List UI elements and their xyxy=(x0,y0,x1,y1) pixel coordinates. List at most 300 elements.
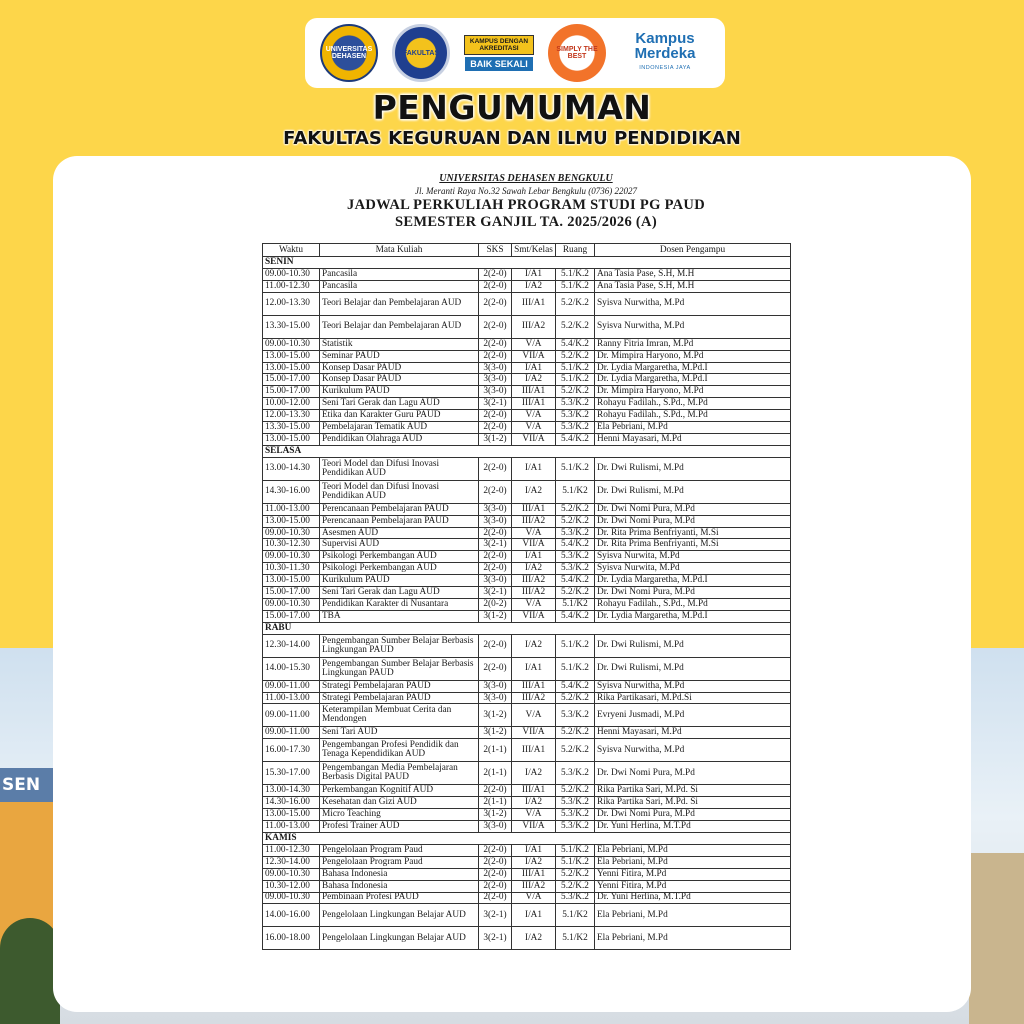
cell-class: VII/A xyxy=(512,727,556,739)
table-row xyxy=(263,657,791,680)
cell-course: Perencanaan Pembelajaran PAUD xyxy=(320,515,479,527)
cell-time: 14.00-16.00 xyxy=(263,904,320,927)
cell-course: Pancasila xyxy=(320,280,479,292)
cell-class: III/A2 xyxy=(512,880,556,892)
cell-class: VII/A xyxy=(512,821,556,833)
cell-time: 10.30-11.30 xyxy=(263,563,320,575)
cell-class: I/A2 xyxy=(512,280,556,292)
cell-course: Perkembangan Kognitif AUD xyxy=(320,785,479,797)
cell-course: Pengembangan Profesi Pendidik dan Tenaga Kependidikan AUD xyxy=(320,739,479,762)
cell-sks: 3(1-2) xyxy=(479,433,512,445)
cell-class: I/A1 xyxy=(512,269,556,281)
cell-sks: 3(3-0) xyxy=(479,386,512,398)
cell-room: 5.1/K.2 xyxy=(556,844,595,856)
cell-room: 5.3/K.2 xyxy=(556,527,595,539)
cell-lecturer: Henni Mayasari, M.Pd xyxy=(595,433,791,445)
cell-room: 5.2/K.2 xyxy=(556,350,595,362)
cell-sks: 2(2-0) xyxy=(479,551,512,563)
cell-sks: 2(1-1) xyxy=(479,739,512,762)
cell-course: Konsep Dasar PAUD xyxy=(320,362,479,374)
cell-sks: 3(3-0) xyxy=(479,680,512,692)
cell-lecturer: Dr. Dwi Nomi Pura, M.Pd xyxy=(595,515,791,527)
cell-time: 11.00-12.30 xyxy=(263,844,320,856)
cell-room: 5.2/K.2 xyxy=(556,503,595,515)
cell-course: Asesmen AUD xyxy=(320,527,479,539)
cell-class: I/A1 xyxy=(512,457,556,480)
table-row xyxy=(263,927,791,950)
cell-room: 5.3/K.2 xyxy=(556,563,595,575)
cell-room: 5.2/K.2 xyxy=(556,785,595,797)
kampus-merdeka-logo: Kampus Merdeka INDONESIA JAYA xyxy=(634,29,696,71)
cell-room: 5.3/K.2 xyxy=(556,809,595,821)
cell-lecturer: Rika Partika Sari, M.Pd. Si xyxy=(595,797,791,809)
cell-course: Perencanaan Pembelajaran PAUD xyxy=(320,503,479,515)
cell-course: Pengembangan Sumber Belajar Berbasis Lingkungan PAUD xyxy=(320,634,479,657)
cell-room: 5.3/K.2 xyxy=(556,892,595,904)
table-row xyxy=(263,844,791,856)
cell-class: V/A xyxy=(512,527,556,539)
cell-lecturer: Ela Pebriani, M.Pd xyxy=(595,844,791,856)
cell-lecturer: Ela Pebriani, M.Pd xyxy=(595,856,791,868)
cell-sks: 2(2-0) xyxy=(479,657,512,680)
cell-course: Pengembangan Media Pembelajaran Berbasis Digital PAUD xyxy=(320,762,479,785)
table-row xyxy=(263,539,791,551)
semester-title: SEMESTER GANJIL TA. 2025/2026 (A) xyxy=(395,214,657,230)
cell-course: Strategi Pembelajaran PAUD xyxy=(320,680,479,692)
cell-class: I/A1 xyxy=(512,844,556,856)
cell-time: 13.00-15.00 xyxy=(263,433,320,445)
table-row xyxy=(263,880,791,892)
cell-lecturer: Ela Pebriani, M.Pd xyxy=(595,904,791,927)
cell-course: Seminar PAUD xyxy=(320,350,479,362)
cell-time: 13.00-15.00 xyxy=(263,809,320,821)
cell-sks: 3(2-1) xyxy=(479,539,512,551)
table-row xyxy=(263,727,791,739)
table-row xyxy=(263,457,791,480)
cell-class: I/A2 xyxy=(512,856,556,868)
cell-course: Pancasila xyxy=(320,269,479,281)
cell-time: 10.30-12.30 xyxy=(263,539,320,551)
table-row xyxy=(263,433,791,445)
cell-class: I/A1 xyxy=(512,551,556,563)
cell-class: V/A xyxy=(512,338,556,350)
faculty-subtitle: FAKULTAS KEGURUAN DAN ILMU PENDIDIKAN xyxy=(283,128,741,149)
cell-room: 5.1/K2 xyxy=(556,598,595,610)
cell-lecturer: Syisva Nurwitha, M.Pd xyxy=(595,315,791,338)
cell-lecturer: Dr. Mimpira Haryono, M.Pd xyxy=(595,386,791,398)
cell-class: III/A1 xyxy=(512,785,556,797)
cell-class: III/A1 xyxy=(512,398,556,410)
cell-time: 09.00-10.30 xyxy=(263,598,320,610)
cell-course: Pengembangan Sumber Belajar Berbasis Lingkungan PAUD xyxy=(320,657,479,680)
cell-time: 11.00-13.00 xyxy=(263,692,320,704)
cell-course: Micro Teaching xyxy=(320,809,479,821)
cell-room: 5.1/K.2 xyxy=(556,657,595,680)
cell-time: 15.30-17.00 xyxy=(263,762,320,785)
cell-time: 13.00-14.30 xyxy=(263,457,320,480)
cell-sks: 2(2-0) xyxy=(479,634,512,657)
cell-time: 13.00-14.30 xyxy=(263,785,320,797)
cell-sks: 2(2-0) xyxy=(479,422,512,434)
cell-lecturer: Dr. Dwi Rulismi, M.Pd xyxy=(595,657,791,680)
day-label: SENIN xyxy=(263,257,791,269)
cell-room: 5.4/K.2 xyxy=(556,433,595,445)
cell-sks: 3(2-1) xyxy=(479,927,512,950)
cell-time: 16.00-17.30 xyxy=(263,739,320,762)
university-logo: UNIVERSITAS DEHASEN xyxy=(320,24,378,82)
cell-lecturer: Syisva Nurwitha, M.Pd xyxy=(595,680,791,692)
cell-room: 5.1/K2 xyxy=(556,927,595,950)
cell-room: 5.3/K.2 xyxy=(556,821,595,833)
cell-class: I/A2 xyxy=(512,480,556,503)
table-row xyxy=(263,904,791,927)
cell-sks: 3(3-0) xyxy=(479,575,512,587)
table-row xyxy=(263,868,791,880)
cell-lecturer: Rika Partika Sari, M.Pd. Si xyxy=(595,785,791,797)
cell-sks: 2(2-0) xyxy=(479,785,512,797)
announcement-title: PENGUMUMAN xyxy=(372,88,652,127)
cell-room: 5.2/K.2 xyxy=(556,315,595,338)
cell-lecturer: Yenni Fitira, M.Pd xyxy=(595,880,791,892)
cell-course: Pengelolaan Program Paud xyxy=(320,856,479,868)
cell-room: 5.4/K.2 xyxy=(556,610,595,622)
cell-class: III/A2 xyxy=(512,515,556,527)
cell-course: Kurikulum PAUD xyxy=(320,386,479,398)
cell-room: 5.3/K.2 xyxy=(556,398,595,410)
cell-room: 5.1/K.2 xyxy=(556,374,595,386)
col-header: Mata Kuliah xyxy=(320,244,479,257)
cell-course: Kesehatan dan Gizi AUD xyxy=(320,797,479,809)
cell-room: 5.3/K.2 xyxy=(556,422,595,434)
cell-lecturer: Ana Tasia Pase, S.H, M.H xyxy=(595,269,791,281)
cell-course: Teori Model dan Difusi Inovasi Pendidikan AUD xyxy=(320,457,479,480)
cell-time: 12.30-14.00 xyxy=(263,634,320,657)
table-row xyxy=(263,704,791,727)
cell-sks: 2(2-0) xyxy=(479,880,512,892)
table-row xyxy=(263,386,791,398)
cell-course: Etika dan Karakter Guru PAUD xyxy=(320,410,479,422)
cell-course: Pengelolaan Program Paud xyxy=(320,844,479,856)
table-row xyxy=(263,362,791,374)
cell-room: 5.4/K.2 xyxy=(556,338,595,350)
cell-sks: 2(2-0) xyxy=(479,269,512,281)
table-row xyxy=(263,292,791,315)
cell-lecturer: Dr. Mimpira Haryono, M.Pd xyxy=(595,350,791,362)
cell-sks: 2(2-0) xyxy=(479,844,512,856)
cell-lecturer: Syisva Nurwita, M.Pd xyxy=(595,551,791,563)
cell-time: 10.00-12.00 xyxy=(263,398,320,410)
table-row xyxy=(263,587,791,599)
table-row xyxy=(263,680,791,692)
cell-sks: 3(3-0) xyxy=(479,362,512,374)
table-row xyxy=(263,739,791,762)
table-row xyxy=(263,551,791,563)
day-label: RABU xyxy=(263,622,791,634)
cell-room: 5.1/K.2 xyxy=(556,269,595,281)
cell-course: Konsep Dasar PAUD xyxy=(320,374,479,386)
cell-sks: 3(1-2) xyxy=(479,809,512,821)
cell-class: III/A1 xyxy=(512,868,556,880)
cell-class: III/A1 xyxy=(512,292,556,315)
cell-time: 12.30-14.00 xyxy=(263,856,320,868)
day-header-row xyxy=(263,832,791,844)
cell-lecturer: Dr. Rita Prima Benfriyanti, M.Si xyxy=(595,527,791,539)
cell-room: 5.3/K.2 xyxy=(556,762,595,785)
table-row xyxy=(263,892,791,904)
cell-class: V/A xyxy=(512,809,556,821)
cell-sks: 3(2-1) xyxy=(479,587,512,599)
col-header: SKS xyxy=(479,244,512,257)
cell-lecturer: Ela Pebriani, M.Pd xyxy=(595,927,791,950)
cell-class: I/A1 xyxy=(512,362,556,374)
cell-course: Strategi Pembelajaran PAUD xyxy=(320,692,479,704)
cell-sks: 2(2-0) xyxy=(479,480,512,503)
cell-class: I/A2 xyxy=(512,797,556,809)
cell-class: III/A1 xyxy=(512,386,556,398)
cell-lecturer: Dr. Lydia Margaretha, M.Pd.I xyxy=(595,575,791,587)
cell-class: V/A xyxy=(512,410,556,422)
cell-course: Pengelolaan Lingkungan Belajar AUD xyxy=(320,927,479,950)
cell-lecturer: Ana Tasia Pase, S.H, M.H xyxy=(595,280,791,292)
cell-lecturer: Evryeni Jusmadi, M.Pd xyxy=(595,704,791,727)
day-label: KAMIS xyxy=(263,832,791,844)
cell-lecturer: Dr. Lydia Margaretha, M.Pd.I xyxy=(595,374,791,386)
schedule-table xyxy=(262,243,791,950)
cell-room: 5.3/K.2 xyxy=(556,704,595,727)
cell-room: 5.2/K.2 xyxy=(556,727,595,739)
cell-time: 14.30-16.00 xyxy=(263,797,320,809)
cell-time: 15.00-17.00 xyxy=(263,374,320,386)
col-header: Smt/Kelas xyxy=(512,244,556,257)
cell-sks: 2(2-0) xyxy=(479,350,512,362)
cell-sks: 3(3-0) xyxy=(479,692,512,704)
cell-time: 09.00-10.30 xyxy=(263,527,320,539)
cell-time: 09.00-10.30 xyxy=(263,269,320,281)
cell-class: III/A1 xyxy=(512,739,556,762)
cell-class: V/A xyxy=(512,704,556,727)
cell-room: 5.2/K.2 xyxy=(556,739,595,762)
cell-course: Kurikulum PAUD xyxy=(320,575,479,587)
cell-sks: 2(0-2) xyxy=(479,598,512,610)
cell-time: 15.00-17.00 xyxy=(263,386,320,398)
tree xyxy=(0,918,60,1024)
table-header-row xyxy=(263,244,791,257)
cell-class: V/A xyxy=(512,422,556,434)
table-row xyxy=(263,527,791,539)
ranking-logo: SIMPLY THE BEST xyxy=(548,24,606,82)
cell-class: III/A2 xyxy=(512,575,556,587)
cell-time: 11.00-13.00 xyxy=(263,821,320,833)
table-row xyxy=(263,374,791,386)
cell-course: Pengelolaan Lingkungan Belajar AUD xyxy=(320,904,479,927)
cell-course: Pendidikan Olahraga AUD xyxy=(320,433,479,445)
cell-room: 5.3/K.2 xyxy=(556,797,595,809)
cell-class: I/A1 xyxy=(512,657,556,680)
cell-room: 5.2/K.2 xyxy=(556,386,595,398)
cell-class: VII/A xyxy=(512,350,556,362)
cell-sks: 3(3-0) xyxy=(479,374,512,386)
cell-course: Bahasa Indonesia xyxy=(320,880,479,892)
cell-lecturer: Dr. Dwi Rulismi, M.Pd xyxy=(595,457,791,480)
cell-lecturer: Syisva Nurwita, M.Pd xyxy=(595,563,791,575)
cell-lecturer: Dr. Dwi Nomi Pura, M.Pd xyxy=(595,762,791,785)
table-row xyxy=(263,410,791,422)
cell-lecturer: Henni Mayasari, M.Pd xyxy=(595,727,791,739)
cell-room: 5.4/K.2 xyxy=(556,539,595,551)
cell-sks: 2(2-0) xyxy=(479,457,512,480)
cell-course: Seni Tari AUD xyxy=(320,727,479,739)
table-row xyxy=(263,269,791,281)
cell-sks: 2(2-0) xyxy=(479,892,512,904)
cell-course: Seni Tari Gerak dan Lagu AUD xyxy=(320,587,479,599)
cell-sks: 2(2-0) xyxy=(479,868,512,880)
cell-room: 5.4/K.2 xyxy=(556,575,595,587)
table-row xyxy=(263,563,791,575)
cell-lecturer: Dr. Yuni Herlina, M.T.Pd xyxy=(595,821,791,833)
university-name: UNIVERSITAS DEHASEN BENGKULU xyxy=(439,173,613,184)
table-row xyxy=(263,634,791,657)
cell-class: VII/A xyxy=(512,610,556,622)
cell-sks: 2(2-0) xyxy=(479,410,512,422)
table-row xyxy=(263,280,791,292)
cell-course: Profesi Trainer AUD xyxy=(320,821,479,833)
cell-time: 13.00-15.00 xyxy=(263,575,320,587)
cell-room: 5.1/K.2 xyxy=(556,280,595,292)
cell-room: 5.2/K.2 xyxy=(556,515,595,527)
table-row xyxy=(263,821,791,833)
schedule-document xyxy=(262,172,790,950)
table-row xyxy=(263,515,791,527)
cell-lecturer: Rohayu Fadilah., S.Pd., M.Pd xyxy=(595,598,791,610)
day-header-row xyxy=(263,445,791,457)
table-row xyxy=(263,422,791,434)
cell-lecturer: Syisva Nurwitha, M.Pd xyxy=(595,292,791,315)
cell-sks: 3(2-1) xyxy=(479,904,512,927)
cell-sks: 2(2-0) xyxy=(479,280,512,292)
cell-lecturer: Rohayu Fadilah., S.Pd., M.Pd xyxy=(595,398,791,410)
cell-lecturer: Dr. Dwi Rulismi, M.Pd xyxy=(595,634,791,657)
cell-time: 15.00-17.00 xyxy=(263,610,320,622)
accreditation-badge: KAMPUS DENGAN AKREDITASI BAIK SEKALI xyxy=(464,25,534,81)
cell-time: 13.00-15.00 xyxy=(263,362,320,374)
cell-sks: 2(2-0) xyxy=(479,856,512,868)
cell-lecturer: Ela Pebriani, M.Pd xyxy=(595,422,791,434)
day-header-row xyxy=(263,622,791,634)
schedule-title: JADWAL PERKULIAH PROGRAM STUDI PG PAUD xyxy=(347,197,705,213)
logo-bar xyxy=(305,18,725,88)
cell-class: III/A2 xyxy=(512,315,556,338)
cell-sks: 3(2-1) xyxy=(479,398,512,410)
cell-time: 13.30-15.00 xyxy=(263,315,320,338)
cell-time: 12.00-13.30 xyxy=(263,292,320,315)
cell-course: Supervisi AUD xyxy=(320,539,479,551)
table-row xyxy=(263,610,791,622)
cell-lecturer: Rika Partikasari, M.Pd.Si xyxy=(595,692,791,704)
cell-time: 11.00-12.30 xyxy=(263,280,320,292)
cell-time: 13.00-15.00 xyxy=(263,350,320,362)
cell-sks: 3(3-0) xyxy=(479,515,512,527)
building-sign: SEN xyxy=(2,775,41,795)
cell-time: 09.00-10.30 xyxy=(263,868,320,880)
cell-lecturer: Dr. Dwi Nomi Pura, M.Pd xyxy=(595,503,791,515)
cell-class: I/A2 xyxy=(512,634,556,657)
cell-lecturer: Yenni Fitira, M.Pd xyxy=(595,868,791,880)
cell-lecturer: Rohayu Fadilah., S.Pd., M.Pd xyxy=(595,410,791,422)
cell-lecturer: Dr. Lydia Margaretha, M.Pd.I xyxy=(595,362,791,374)
cell-lecturer: Dr. Dwi Nomi Pura, M.Pd xyxy=(595,809,791,821)
cell-time: 11.00-13.00 xyxy=(263,503,320,515)
col-header: Dosen Pengampu xyxy=(595,244,791,257)
cell-room: 5.2/K.2 xyxy=(556,880,595,892)
cell-room: 5.4/K.2 xyxy=(556,680,595,692)
cell-class: V/A xyxy=(512,598,556,610)
cell-time: 09.00-11.00 xyxy=(263,704,320,727)
table-row xyxy=(263,809,791,821)
cell-class: I/A2 xyxy=(512,927,556,950)
cell-room: 5.3/K.2 xyxy=(556,551,595,563)
cell-sks: 2(2-0) xyxy=(479,338,512,350)
table-row xyxy=(263,785,791,797)
cell-sks: 3(3-0) xyxy=(479,503,512,515)
cell-class: VII/A xyxy=(512,433,556,445)
cell-time: 15.00-17.00 xyxy=(263,587,320,599)
cell-course: Pembinaan Profesi PAUD xyxy=(320,892,479,904)
cell-sks: 2(2-0) xyxy=(479,315,512,338)
cell-sks: 3(1-2) xyxy=(479,704,512,727)
cell-class: I/A2 xyxy=(512,762,556,785)
cell-class: VII/A xyxy=(512,539,556,551)
cell-time: 12.00-13.30 xyxy=(263,410,320,422)
table-row xyxy=(263,315,791,338)
cell-room: 5.3/K.2 xyxy=(556,410,595,422)
cell-sks: 3(1-2) xyxy=(479,727,512,739)
cell-time: 09.00-10.30 xyxy=(263,892,320,904)
cell-class: I/A2 xyxy=(512,374,556,386)
cell-time: 14.00-15.30 xyxy=(263,657,320,680)
cell-room: 5.1/K.2 xyxy=(556,362,595,374)
campus-building-right xyxy=(969,853,1024,1024)
table-row xyxy=(263,338,791,350)
cell-course: Teori Belajar dan Pembelajaran AUD xyxy=(320,315,479,338)
table-row xyxy=(263,398,791,410)
cell-course: Statistik xyxy=(320,338,479,350)
schedule-body xyxy=(263,257,791,950)
cell-lecturer: Dr. Dwi Rulismi, M.Pd xyxy=(595,480,791,503)
cell-lecturer: Dr. Lydia Margaretha, M.Pd.I xyxy=(595,610,791,622)
day-header-row xyxy=(263,257,791,269)
cell-room: 5.1/K.2 xyxy=(556,634,595,657)
cell-course: Bahasa Indonesia xyxy=(320,868,479,880)
cell-course: Psikologi Perkembangan AUD xyxy=(320,551,479,563)
table-row xyxy=(263,598,791,610)
cell-time: 09.00-10.30 xyxy=(263,551,320,563)
cell-sks: 3(1-2) xyxy=(479,610,512,622)
cell-course: Seni Tari Gerak dan Lagu AUD xyxy=(320,398,479,410)
cell-sks: 2(1-1) xyxy=(479,797,512,809)
cell-course: Pendidikan Karakter di Nusantara xyxy=(320,598,479,610)
cell-room: 5.1/K2 xyxy=(556,480,595,503)
cell-class: I/A1 xyxy=(512,904,556,927)
table-row xyxy=(263,692,791,704)
cell-class: III/A2 xyxy=(512,692,556,704)
cell-room: 5.2/K.2 xyxy=(556,292,595,315)
table-row xyxy=(263,762,791,785)
faculty-logo: FAKULTAS xyxy=(392,24,450,82)
table-row xyxy=(263,480,791,503)
cell-course: Pembelajaran Tematik AUD xyxy=(320,422,479,434)
cell-sks: 2(2-0) xyxy=(479,563,512,575)
cell-time: 13.30-15.00 xyxy=(263,422,320,434)
